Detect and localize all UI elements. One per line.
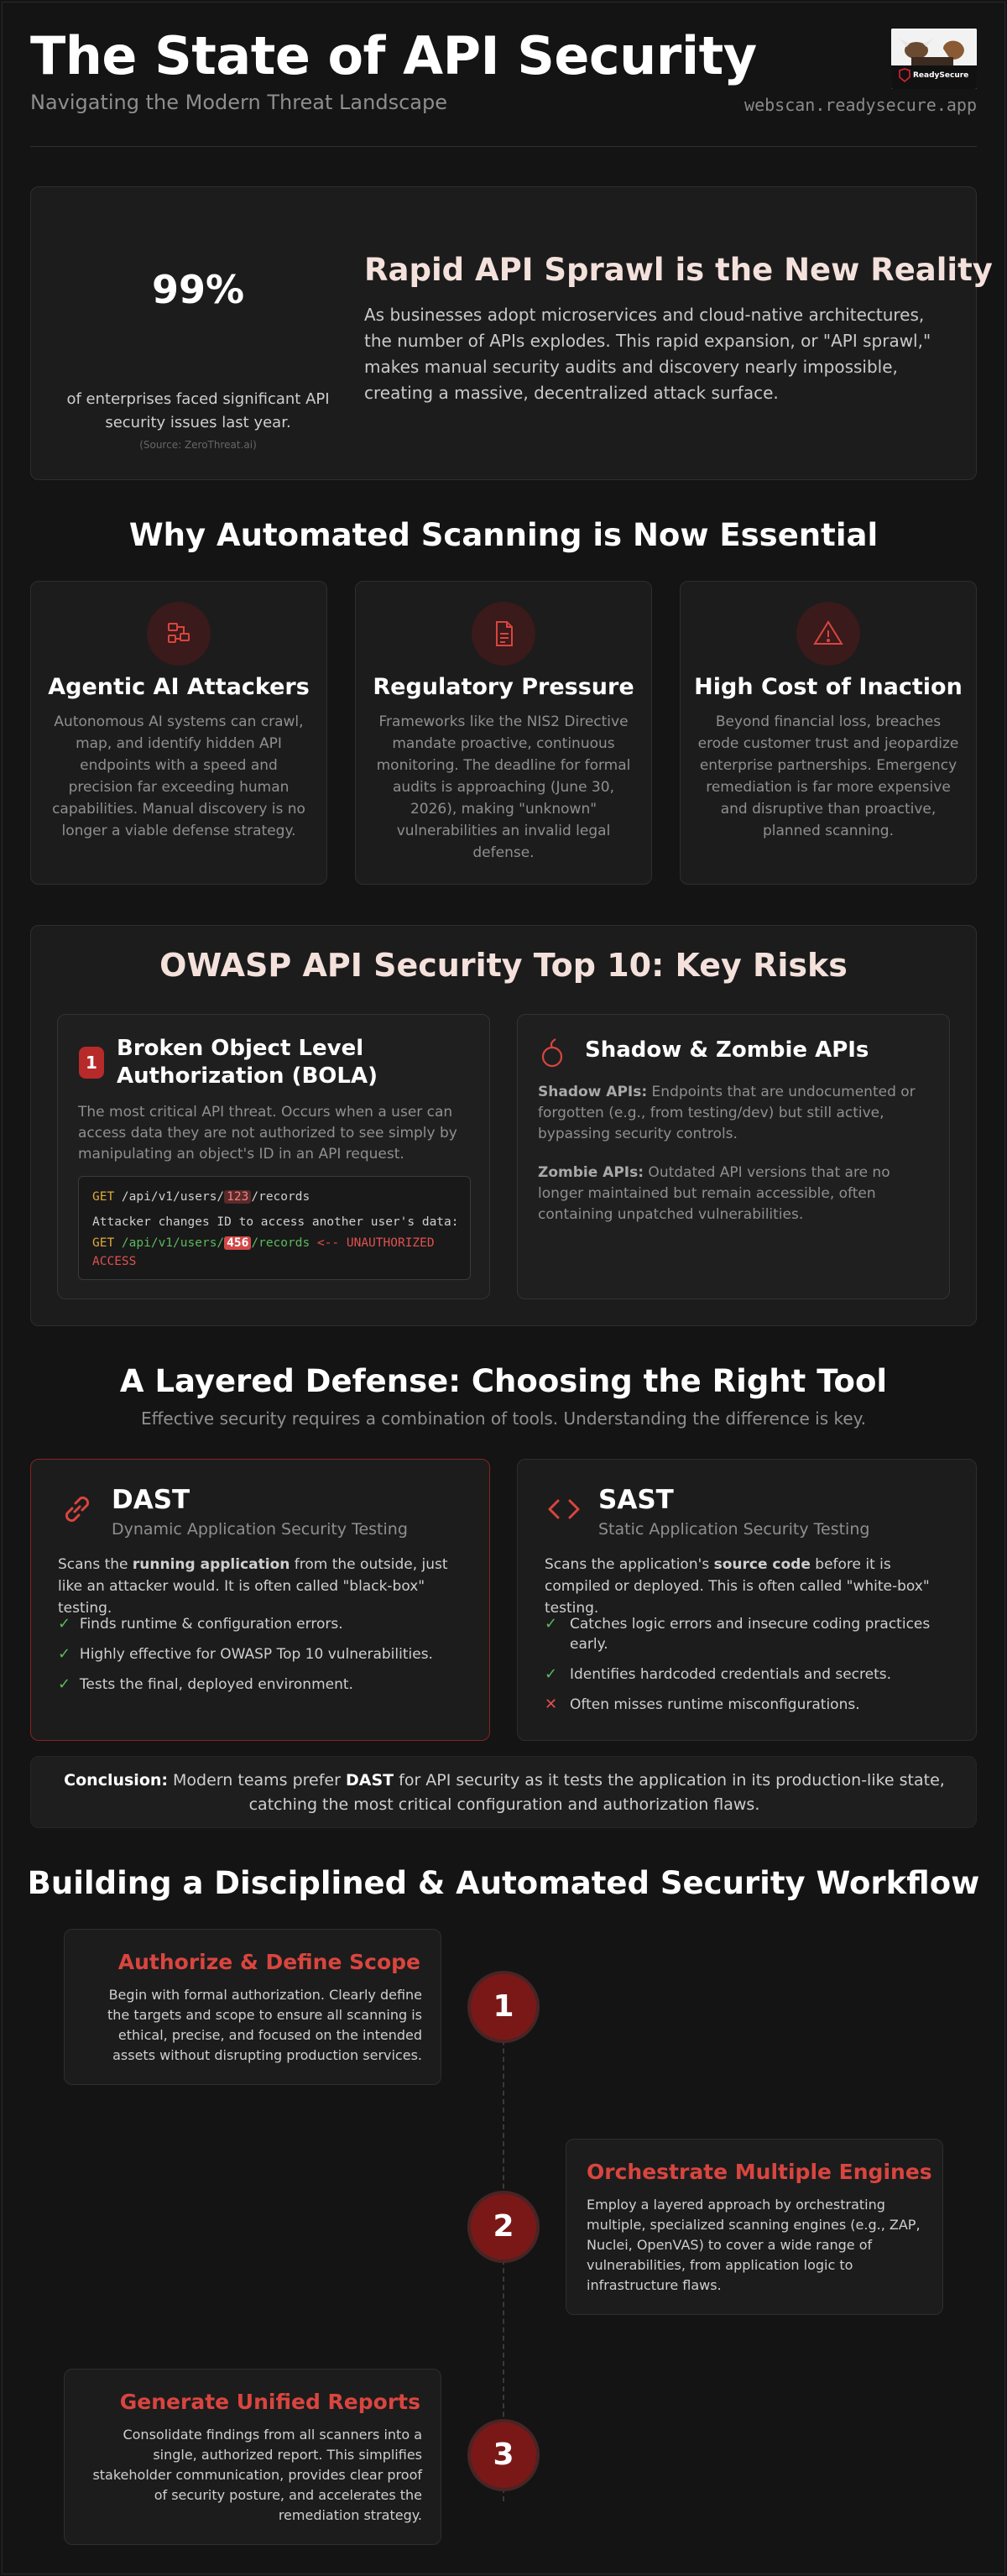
logo-text: ReadySecure — [913, 71, 969, 80]
workflow-step — [64, 1929, 441, 2085]
bola-title — [117, 1035, 378, 1090]
shadow-label: Shadow APIs: — [538, 1084, 648, 1100]
code-id-changed: 456 — [224, 1236, 251, 1250]
robot-icon — [147, 602, 211, 666]
sast-desc-bold: source code — [713, 1556, 811, 1573]
workflow-heading: Building a Disciplined & Automated Security Workflow — [27, 1865, 980, 1901]
header-divider — [30, 146, 977, 147]
sast-item — [545, 1614, 939, 1654]
step-text: Consolidate findings from all scanners into a single, authorized report. This simplifies stakeholder communication, provides clear proof of security posture, and accelerates the remediation strategy. — [92, 2427, 422, 2523]
why-card-regulatory — [355, 581, 652, 885]
sast-description — [545, 1554, 956, 1619]
check-icon: ✓ — [545, 1665, 558, 1683]
shadow-card — [517, 1014, 950, 1299]
sast-item-text: Catches logic errors and insecure coding practices early. — [570, 1616, 931, 1653]
dast-description — [58, 1554, 469, 1619]
bola-text: The most critical API threat. Occurs when a user can access data they are not authorized to see simply by manipulating an object's ID in an API request. — [78, 1104, 457, 1163]
conclusion-bold: DAST — [345, 1771, 394, 1790]
dast-item-text: Highly effective for OWASP Top 10 vulnerabilities. — [79, 1646, 433, 1663]
why-card-cost — [680, 581, 977, 885]
sast-item-text: Often misses runtime misconfigurations. — [570, 1696, 860, 1713]
conclusion-part-2: for API security as it tests the application in its production-like state, catching the most critical configuration and authorization flaws. — [248, 1771, 945, 1814]
dast-item-text: Finds runtime & configuration errors. — [79, 1616, 343, 1633]
bug-icon — [538, 1037, 566, 1070]
code-flag: <-- UNAUTHORIZED — [316, 1236, 435, 1250]
zombie-label: Zombie APIs: — [538, 1164, 644, 1181]
site-url[interactable]: webscan.readysecure.app — [744, 95, 977, 115]
why-card-text: Beyond financial loss, breaches erode customer trust and jeopardize enterprise partnerships. Emergency remediation is far more expensive and disruptive than proactive, planned scanning. — [697, 713, 959, 839]
page-title: The State of API Security — [30, 25, 757, 86]
stat-source: (Source: ZeroThreat.ai) — [139, 439, 257, 451]
stat-value: 99% — [151, 267, 245, 312]
zombie-description: Outdated API versions that are no longer maintained but remain accessible, often containing unpatched vulnerabilities. — [538, 1164, 890, 1223]
dast-title: DAST — [112, 1485, 190, 1515]
code-example — [78, 1176, 471, 1280]
sprawl-heading: Rapid API Sprawl is the New Reality — [364, 252, 993, 288]
step-title: Orchestrate Multiple Engines — [587, 2160, 932, 2184]
workflow-step — [64, 2369, 441, 2545]
workflow-step — [566, 2139, 943, 2315]
why-card-title: Agentic AI Attackers — [48, 674, 310, 700]
sast-card — [517, 1459, 977, 1741]
why-card-text: Autonomous AI systems can crawl, map, and identify hidden API endpoints with a speed and precision far exceeding human capabilities. Manual discovery is no longer a viable defense strategy. — [52, 713, 305, 839]
code-icon — [545, 1490, 583, 1528]
sast-desc-1: Scans the application's — [545, 1556, 714, 1573]
step-number: 1 — [467, 1971, 540, 2043]
dast-desc-1: Scans the — [58, 1556, 133, 1573]
code-method: GET — [92, 1236, 115, 1250]
code-comment: Attacker changes ID to access another user's data: — [92, 1215, 459, 1229]
brand-logo — [891, 29, 977, 89]
dast-desc-bold: running application — [132, 1556, 290, 1573]
step-number: 3 — [467, 2419, 540, 2491]
step-number: 2 — [467, 2191, 540, 2263]
document-icon — [472, 602, 535, 666]
step-title: Generate Unified Reports — [119, 2390, 420, 2414]
sprawl-text: As businesses adopt microservices and cloud-native architectures, the number of APIs explodes. This rapid expansion, or "API sprawl," makes manual security audits and discovery nearly impossible, creating a massive, decentralized attack surface. — [364, 305, 931, 403]
sast-item — [545, 1695, 939, 1715]
dast-item — [58, 1675, 469, 1695]
dast-item-text: Tests the final, deployed environment. — [79, 1676, 353, 1693]
code-line-1 — [92, 1190, 310, 1204]
code-flag-2: ACCESS — [92, 1255, 137, 1268]
step-text: Begin with formal authorization. Clearly define the targets and scope to ensure all scanning is ethical, precise, and focused on the intended assets without disrupting production services. — [107, 1987, 422, 2063]
sast-fullname: Static Application Security Testing — [598, 1520, 870, 1539]
conclusion-label: Conclusion: — [64, 1771, 168, 1790]
dast-item — [58, 1644, 469, 1664]
conclusion-part-1: Modern teams prefer — [168, 1771, 346, 1790]
page-subtitle: Navigating the Modern Threat Landscape — [30, 91, 447, 114]
shadow-text — [538, 1082, 932, 1145]
why-card-text: Frameworks like the NIS2 Directive mandate proactive, continuous monitoring. The deadline for formal audits is approaching (June 30, 2026), making "unknown" vulnerabilities an invalid legal defense. — [376, 713, 631, 861]
why-heading: Why Automated Scanning is Now Essential — [128, 517, 879, 553]
code-path: /api/v1/users/ — [114, 1236, 225, 1250]
bola-title-line1: Broken Object Level — [117, 1036, 364, 1061]
owasp-heading: OWASP API Security Top 10: Key Risks — [159, 947, 848, 984]
shadow-title: Shadow & Zombie APIs — [585, 1037, 869, 1063]
code-path-suffix: /records — [251, 1236, 310, 1250]
cross-icon: ✕ — [545, 1696, 558, 1713]
risk-number-badge: 1 — [79, 1047, 104, 1079]
sast-desc-2: before it is compiled or deployed. This is often called "white-box" testing. — [545, 1556, 930, 1617]
sast-item-text: Identifies hardcoded credentials and secrets. — [570, 1666, 892, 1683]
step-title: Authorize & Define Scope — [117, 1950, 420, 1974]
dast-card — [30, 1459, 490, 1741]
check-icon: ✓ — [545, 1615, 558, 1633]
tools-subheading: Effective security requires a combination of tools. Understanding the difference is key. — [140, 1408, 867, 1429]
check-icon: ✓ — [58, 1675, 71, 1693]
check-icon: ✓ — [58, 1645, 71, 1663]
dast-fullname: Dynamic Application Security Testing — [112, 1520, 408, 1539]
code-line-2 — [92, 1234, 462, 1271]
dast-desc-2: from the outside, just like an attacker would. It is often called "black-box" testing. — [58, 1556, 448, 1617]
link-icon — [58, 1490, 97, 1528]
tools-heading: A Layered Defense: Choosing the Right Tool — [119, 1363, 888, 1399]
why-card-ai — [30, 581, 327, 885]
why-card-title: Regulatory Pressure — [373, 674, 634, 700]
step-text: Employ a layered approach by orchestrating multiple, specialized scanning engines (e.g., ZAP, Nuclei, OpenVAS) to cover a wide range of vulnerabilities, from application logic to infrastructure flaws. — [587, 2197, 921, 2293]
code-path-suffix: /records — [251, 1190, 310, 1204]
shadow-description: Endpoints that are undocumented or forgotten (e.g., from testing/dev) but still active, bypassing security controls. — [538, 1084, 916, 1142]
sast-title: SAST — [598, 1485, 674, 1515]
conclusion-text — [48, 1769, 961, 1817]
warning-icon — [796, 602, 860, 666]
dast-item — [58, 1614, 469, 1634]
code-path: /api/v1/users/ — [114, 1190, 225, 1204]
code-method: GET — [92, 1190, 115, 1204]
why-card-title: High Cost of Inaction — [694, 674, 963, 700]
sast-item — [545, 1664, 939, 1685]
bola-card — [57, 1014, 490, 1299]
conclusion-box — [30, 1756, 977, 1828]
check-icon: ✓ — [58, 1615, 71, 1633]
stat-caption: of enterprises faced significant API security issues last year. — [66, 390, 330, 431]
code-id-original: 123 — [224, 1190, 251, 1204]
zombie-text — [538, 1163, 932, 1225]
bola-title-line2: Authorization (BOLA) — [117, 1063, 378, 1089]
